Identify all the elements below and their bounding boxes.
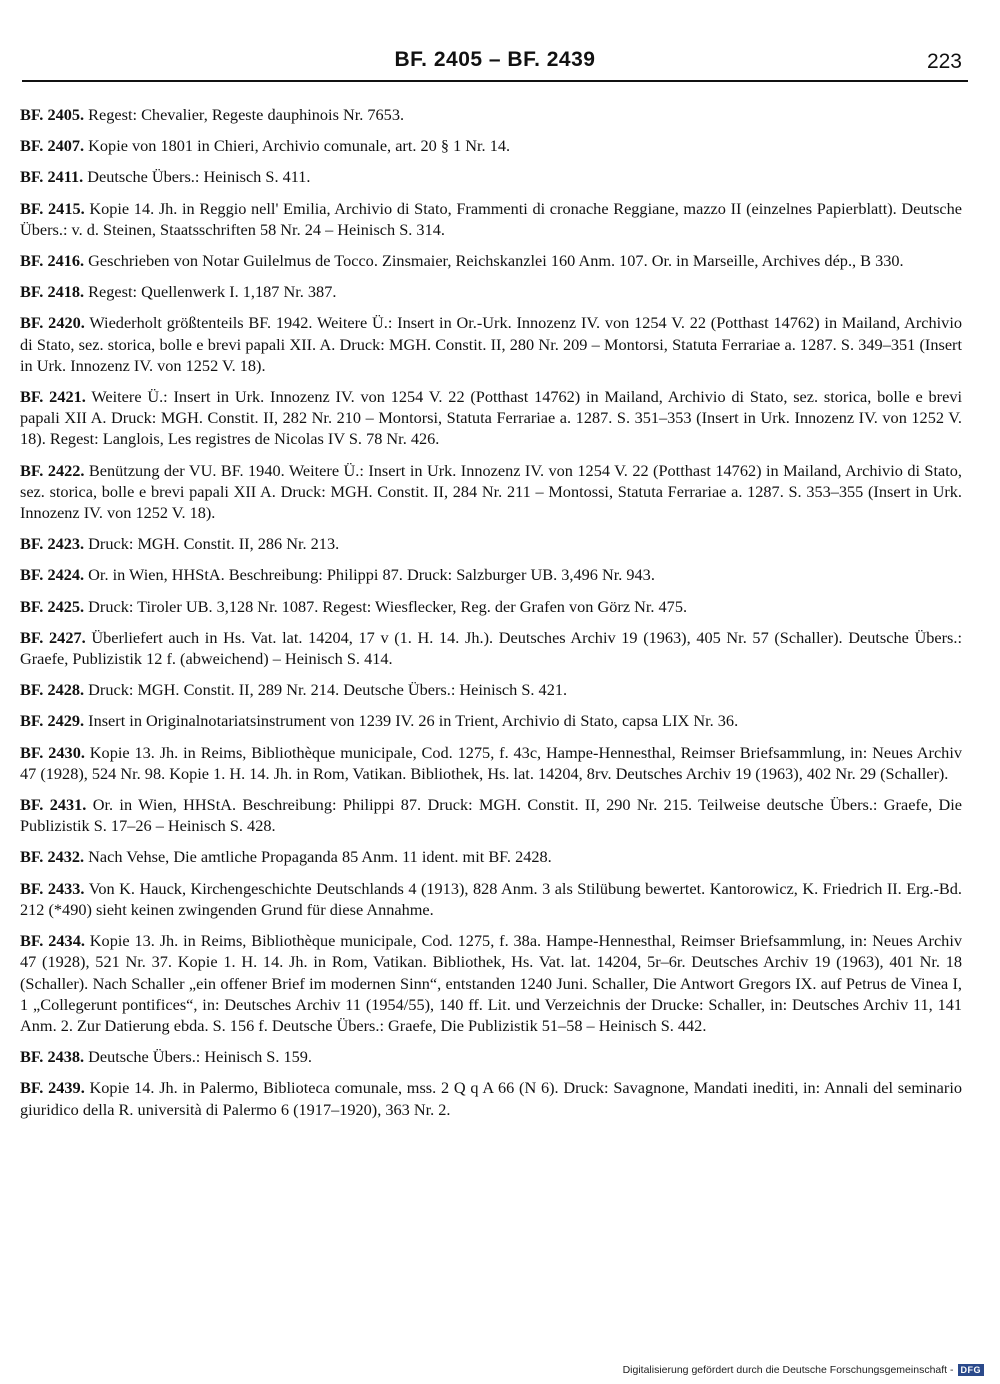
entry-text: Geschrieben von Notar Guilelmus de Tocco. Zinsmaier, Reichskanzlei 160 Anm. 107. Or. in Marseille, Archives dép., B 330. — [84, 251, 904, 271]
entry-text: Deutsche Übers.: Heinisch S. 411. — [83, 167, 311, 187]
entry-bf-2432 — [20, 846, 962, 867]
funding-footer — [623, 1364, 984, 1376]
entry-id: BF. 2415. — [20, 198, 85, 218]
entry-text: Weitere Ü.: Insert in Urk. Innozenz IV. von 1254 V. 22 (Potthast 14762) in Mailand, Archivio di Stato, sez. storica, bolle e brevi papali XII A. Druck: MGH. Constit. II, 282 Nr. 210 – Montorsi, Statuta Ferrariae a. 1287. S. 351–353 (Insert in Urk. Innozenz IV. von 1252 V. 18). Regest: Langlois, Les registres de Nicolas IV S. 78 Nr. 426. — [20, 387, 962, 449]
entry-bf-2416 — [20, 250, 962, 271]
entry-id: BF. 2433. — [20, 878, 85, 898]
entry-id: BF. 2430. — [20, 742, 85, 762]
entry-bf-2420 — [20, 312, 962, 376]
entry-id: BF. 2431. — [20, 795, 87, 815]
entry-bf-2425 — [20, 596, 962, 617]
entry-id: BF. 2405. — [20, 105, 85, 124]
entry-bf-2433 — [20, 878, 962, 920]
entry-text: Kopie von 1801 in Chieri, Archivio comunale, art. 20 § 1 Nr. 14. — [84, 136, 511, 156]
entry-text: Nach Vehse, Die amtliche Propaganda 85 Anm. 11 ident. mit BF. 2428. — [84, 847, 552, 867]
page-header — [22, 48, 968, 82]
entry-text: Druck: MGH. Constit. II, 289 Nr. 214. Deutsche Übers.: Heinisch S. 421. — [84, 680, 568, 700]
entry-text: Kopie 14. Jh. in Reggio nell' Emilia, Archivio di Stato, Frammenti di cronache Reggiane, mazzo II (einzelnes Papierblatt). Deutsche Übers.: v. d. Steinen, Staatsschriften 58 Nr. 24 – Heinisch S. 314. — [20, 198, 962, 239]
entry-id: BF. 2429. — [20, 711, 85, 731]
entry-id: BF. 2438. — [20, 1047, 85, 1067]
entry-text: Or. in Wien, HHStA. Beschreibung: Philippi 87. Druck: MGH. Constit. II, 290 Nr. 215. Teilweise deutsche Übers.: Graefe, Die Publizistik S. 17–26 – Heinisch S. 428. — [20, 795, 962, 836]
entry-text: Überliefert auch in Hs. Vat. lat. 14204, 17 v (1. H. 14. Jh.). Deutsches Archiv 19 (1963), 405 Nr. 57 (Schaller). Deutsche Übers.: Graefe, Publizistik 12 f. (abweichend) – Heinisch S. 414. — [20, 627, 962, 669]
entry-bf-2427 — [20, 627, 962, 669]
entry-id: BF. 2428. — [20, 680, 85, 700]
entry-text: Von K. Hauck, Kirchengeschichte Deutschlands 4 (1913), 828 Anm. 3 als Stilübung bewertet. Kantorowicz, K. Friedrich II. Erg.-Bd. 212 (*490) sieht keinen zwingenden Grund für diese Annahme. — [20, 878, 962, 919]
entry-bf-2429 — [20, 710, 962, 731]
running-title: BF. 2405 – BF. 2439 — [394, 48, 596, 71]
entry-id: BF. 2420. — [20, 313, 85, 333]
entry-id: BF. 2424. — [20, 565, 85, 585]
entry-id: BF. 2421. — [20, 387, 86, 407]
page-number: 223 — [926, 50, 962, 73]
entry-text: Kopie 13. Jh. in Reims, Bibliothèque municipale, Cod. 1275, f. 38a. Hampe-Hennesthal, Reimser Briefsammlung, in: Neues Archiv 47 (1928), 521 Nr. 37. Kopie 1. H. 14. Jh. in Rom, Vatikan. Bibliothek, Hs. Vat. lat. 14204, 5r–6r. Deutsches Archiv 19 (1963), 401 Nr. 18 (Schaller). Nach Schaller „ein offener Brief im modernen Sinn“, entstanden 1240 Juni. Schaller, Die Antwort Gregors IX. auf Petrus de Vinea I, 1 „Collegerunt pontifices“, in: Deutsches Archiv 11 (1954/55), 140 ff. Lit. und Verzeichnis der Drucke: Schaller, in: Deutsches Archiv 11, 141 Anm. 2. Zur Datierung ebda. S. 156 f. Deutsche Übers.: Graefe, Die Publizistik 51–58 – Heinisch S. 442. — [20, 931, 962, 1035]
entry-text: Kopie 13. Jh. in Reims, Bibliothèque municipale, Cod. 1275, f. 43c, Hampe-Hennesthal, Reimser Briefsammlung, in: Neues Archiv 47 (1928), 524 Nr. 98. Kopie 1. H. 14. Jh. in Rom, Vatikan. Bibliothek, Hs. lat. 14204, 8rv. Deutsches Archiv 19 (1963), 402 Nr. 29 (Schaller). — [20, 742, 962, 783]
entry-id: BF. 2416. — [20, 251, 85, 271]
entry-bf-2423 — [20, 533, 962, 554]
entry-text: Regest: Quellenwerk I. 1,187 Nr. 387. — [84, 282, 337, 302]
entry-id: BF. 2432. — [20, 847, 85, 867]
entry-bf-2422 — [20, 460, 962, 524]
entry-bf-2405 — [20, 104, 962, 125]
entry-text: Druck: MGH. Constit. II, 286 Nr. 213. — [84, 534, 340, 554]
entry-bf-2431 — [20, 794, 962, 836]
entry-text: Druck: Tiroler UB. 3,128 Nr. 1087. Regest: Wiesflecker, Reg. der Grafen von Görz Nr. 475. — [84, 596, 688, 616]
entry-bf-2415 — [20, 198, 962, 240]
entry-text: Benützung der VU. BF. 1940. Weitere Ü.: Insert in Urk. Innozenz IV. von 1254 V. 22 (Potthast 14762) in Mailand, Archivio di Stato, sez. storica, bolle e brevi papali XII A. Druck: MGH. Constit. II, 284 Nr. 211 – Montossi, Statuta Ferrariae a. 1287. S. 353–355 (Insert in Urk. Innozenz IV. von 1252 V. 18). — [20, 460, 962, 523]
entry-id: BF. 2439. — [20, 1078, 85, 1098]
entry-text: Wiederholt größtenteils BF. 1942. Weitere Ü.: Insert in Or.-Urk. Innozenz IV. von 1254 V. 22 (Potthast 14762) in Mailand, Archivio di Stato, sez. storica, bolle e brevi papali XII. A. Druck: MGH. Constit. II, 280 Nr. 209 – Montorsi, Statuta Ferrariae a. 1287. S. 349–351 (Insert in Urk. Innozenz IV. von 1252 V. 18). — [20, 313, 962, 375]
entry-id: BF. 2422. — [20, 460, 85, 480]
entry-id: BF. 2423. — [20, 534, 85, 554]
entry-id: BF. 2407. — [20, 136, 85, 156]
entry-id: BF. 2425. — [20, 596, 85, 616]
entry-id: BF. 2427. — [20, 627, 86, 647]
entry-bf-2430 — [20, 742, 962, 784]
entry-text: Deutsche Übers.: Heinisch S. 159. — [84, 1047, 312, 1067]
entry-bf-2418 — [20, 281, 962, 302]
entry-bf-2424 — [20, 564, 962, 585]
entry-bf-2428 — [20, 679, 962, 700]
entry-id: BF. 2418. — [20, 282, 85, 302]
entry-bf-2411 — [20, 166, 962, 187]
entry-text: Insert in Originalnotariatsinstrument von 1239 IV. 26 in Trient, Archivio di Stato, capsa LIX Nr. 36. — [84, 711, 739, 731]
entry-bf-2421 — [20, 386, 962, 450]
entry-list — [20, 104, 962, 1130]
entry-text: Kopie 14. Jh. in Palermo, Biblioteca comunale, mss. 2 Q q A 66 (N 6). Druck: Savagnone, Mandati inediti, in: Annali del seminario giuridico della R. università di Palermo 6 (1917–1920), 363 Nr. 2. — [20, 1078, 962, 1119]
dfg-logo: DFG — [958, 1364, 985, 1376]
entry-text: Regest: Chevalier, Regeste dauphinois Nr. 7653. — [84, 105, 405, 124]
entry-id: BF. 2411. — [20, 167, 84, 187]
entry-bf-2407 — [20, 135, 962, 156]
entry-text: Or. in Wien, HHStA. Beschreibung: Philippi 87. Druck: Salzburger UB. 3,496 Nr. 943. — [84, 565, 655, 585]
entry-bf-2439 — [20, 1077, 962, 1119]
entry-id: BF. 2434. — [20, 931, 85, 951]
funding-note: Digitalisierung gefördert durch die Deutsche Forschungsgemeinschaft - — [622, 1364, 954, 1376]
entry-bf-2434 — [20, 930, 962, 1036]
entry-bf-2438 — [20, 1046, 962, 1067]
